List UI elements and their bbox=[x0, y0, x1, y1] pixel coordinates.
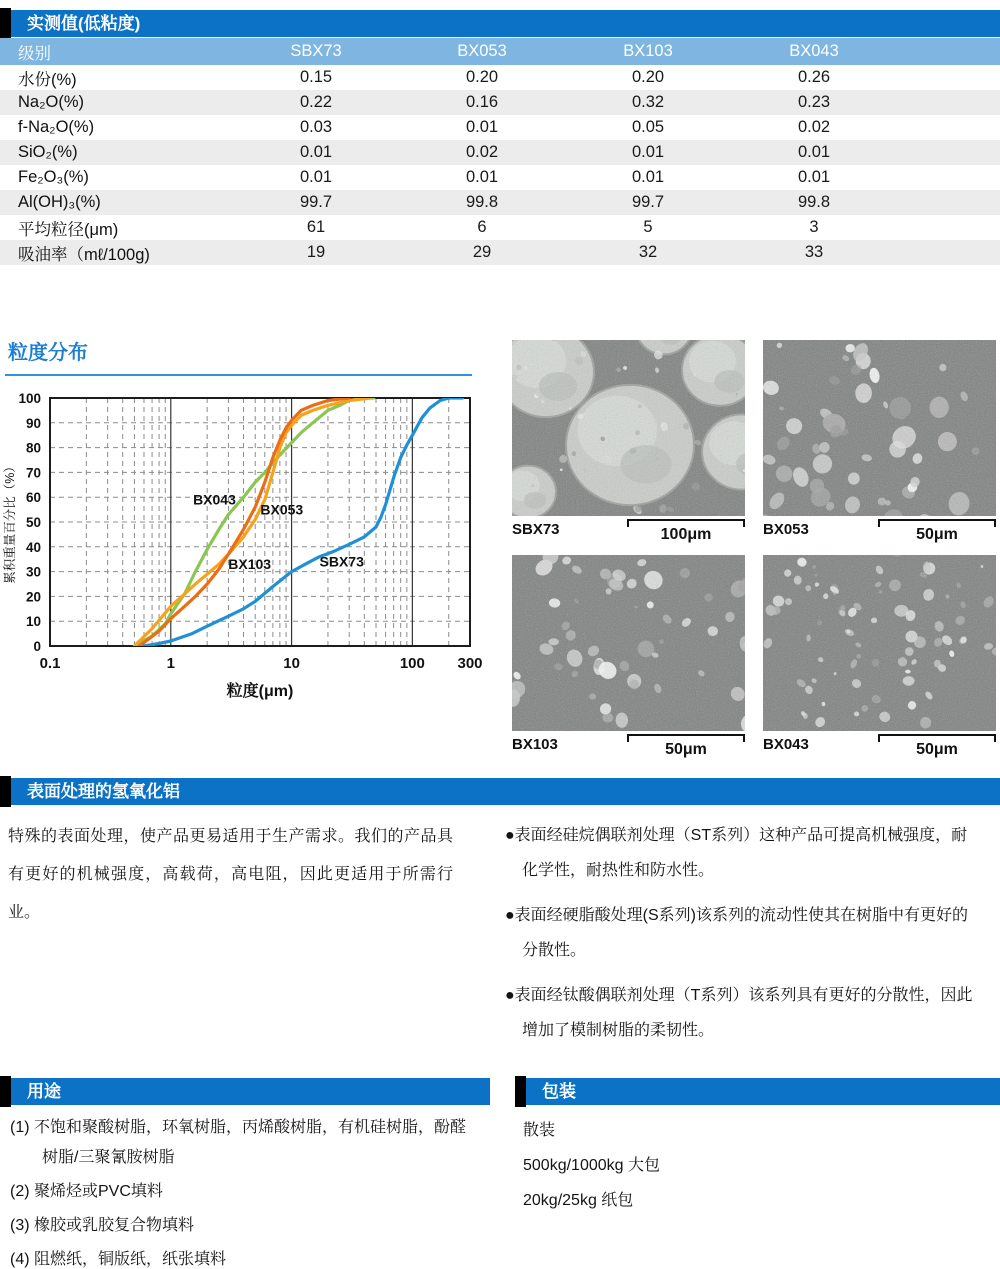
sem-image-bx043 bbox=[763, 555, 996, 731]
cell-value: 99.7 bbox=[631, 193, 665, 211]
cell-value: 0.01 bbox=[797, 143, 831, 161]
cell-value: 0.01 bbox=[465, 118, 499, 136]
scale-text: 50μm bbox=[665, 741, 707, 758]
scale-bar bbox=[878, 519, 996, 527]
row-label: 吸油率（mℓ/100g) bbox=[18, 245, 150, 264]
scale-bar bbox=[627, 519, 745, 527]
cell-value: 0.02 bbox=[797, 118, 831, 136]
applications-title: 用途 bbox=[27, 1082, 61, 1101]
surface-bullet: ●表面经硬脂酸处理(S系列)该系列的流动性使其在树脂中有更好的分散性。 bbox=[505, 907, 968, 959]
cell-value: 0.01 bbox=[631, 168, 665, 186]
header-accent bbox=[0, 776, 11, 807]
sem-image-sbx73 bbox=[512, 340, 745, 516]
list-item: (4) 阻燃纸，铜版纸，纸张填料 bbox=[10, 1251, 227, 1268]
svg-text:40: 40 bbox=[25, 539, 41, 555]
sem-image-bx053 bbox=[763, 340, 996, 516]
svg-text:累积重量百分比（%）: 累积重量百分比（%） bbox=[3, 460, 17, 584]
chart-section-title bbox=[5, 336, 472, 376]
cell-value: 0.01 bbox=[299, 143, 333, 161]
svg-text:20: 20 bbox=[25, 589, 41, 605]
svg-text:70: 70 bbox=[25, 465, 41, 481]
table-row bbox=[0, 65, 1000, 90]
cell-value: 0.16 bbox=[465, 93, 499, 111]
measured-values-title: 实测值(低粘度) bbox=[27, 14, 141, 33]
scale-bar-group bbox=[627, 734, 745, 759]
column-header: BX053 bbox=[457, 42, 507, 60]
measured-values-header bbox=[0, 10, 1000, 37]
cell-value: 99.8 bbox=[797, 193, 831, 211]
cell-value: 0.15 bbox=[299, 68, 333, 86]
sem-tile-bx043 bbox=[763, 555, 996, 770]
scale-bar bbox=[627, 734, 745, 742]
cell-value: 99.7 bbox=[299, 193, 333, 211]
scale-bar-group bbox=[627, 519, 745, 544]
cell-value: 0.22 bbox=[299, 93, 333, 111]
surface-bullet: ●表面经硅烷偶联剂处理（ST系列）这种产品可提高机械强度，耐化学性，耐热性和防水性。 bbox=[505, 827, 968, 879]
table-row bbox=[0, 215, 1000, 240]
row-label: 水份(%) bbox=[18, 70, 77, 89]
svg-text:90: 90 bbox=[25, 415, 41, 431]
cell-value: 33 bbox=[804, 243, 824, 261]
measured-values-table bbox=[0, 38, 1000, 265]
sem-tile-bx103 bbox=[512, 555, 745, 770]
table-row bbox=[0, 115, 1000, 140]
surface-treatment-header bbox=[0, 778, 1000, 805]
scale-bar-group bbox=[878, 734, 996, 759]
cell-value: 61 bbox=[306, 218, 326, 236]
svg-text:100: 100 bbox=[399, 655, 425, 672]
list-item: 500kg/1000kg 大包 bbox=[523, 1157, 660, 1174]
cell-value: 0.23 bbox=[797, 93, 831, 111]
sem-label: SBX73 bbox=[512, 521, 560, 538]
svg-text:100: 100 bbox=[18, 391, 41, 406]
cell-value: 0.01 bbox=[465, 168, 499, 186]
cell-value: 0.32 bbox=[631, 93, 665, 111]
column-header: BX103 bbox=[623, 42, 673, 60]
svg-text:SBX73: SBX73 bbox=[319, 553, 364, 570]
sem-label: BX053 bbox=[763, 521, 809, 538]
header-accent bbox=[515, 1076, 526, 1107]
svg-text:BX103: BX103 bbox=[228, 556, 272, 573]
chart-title-text: 粒度分布 bbox=[8, 342, 88, 364]
cell-value: 0.20 bbox=[631, 68, 665, 86]
cell-value: 0.01 bbox=[797, 168, 831, 186]
cell-value: 0.26 bbox=[797, 68, 831, 86]
list-item: (3) 橡胶或乳胶复合物填料 bbox=[10, 1217, 195, 1234]
surface-treatment-title: 表面处理的氢氧化铝 bbox=[27, 782, 180, 801]
table-row bbox=[0, 140, 1000, 165]
svg-text:BX053: BX053 bbox=[260, 501, 304, 518]
sem-label: BX103 bbox=[512, 736, 558, 753]
sem-label: BX043 bbox=[763, 736, 809, 753]
table-header-row bbox=[0, 38, 1000, 65]
cell-value: 5 bbox=[643, 218, 653, 236]
scale-bar-group bbox=[878, 519, 996, 544]
svg-text:10: 10 bbox=[25, 614, 41, 630]
row-label: Fe₂O₃(%) bbox=[18, 168, 89, 186]
cell-value: 0.05 bbox=[631, 118, 665, 136]
table-row bbox=[0, 240, 1000, 265]
sem-tile-sbx73 bbox=[512, 340, 745, 555]
table-row bbox=[0, 190, 1000, 215]
list-item: (1) 不饱和聚酸树脂，环氧树脂，丙烯酸树脂，有机硅树脂，酚醛树脂/三聚氰胺树脂 bbox=[10, 1119, 467, 1166]
row-label: Na₂O(%) bbox=[18, 93, 84, 111]
sem-image-bx103 bbox=[512, 555, 745, 731]
scale-text: 50μm bbox=[916, 526, 958, 543]
svg-text:0.1: 0.1 bbox=[39, 655, 61, 672]
sem-tile-bx053 bbox=[763, 340, 996, 555]
svg-text:300: 300 bbox=[457, 655, 483, 672]
cell-value: 0.03 bbox=[299, 118, 333, 136]
cell-value: 0.02 bbox=[465, 143, 499, 161]
row-label: f-Na₂O(%) bbox=[18, 118, 95, 136]
packaging-title: 包装 bbox=[542, 1082, 576, 1101]
scale-text: 50μm bbox=[916, 741, 958, 758]
svg-text:粒度(μm): 粒度(μm) bbox=[226, 683, 294, 700]
cell-value: 0.01 bbox=[631, 143, 665, 161]
cell-value: 32 bbox=[638, 243, 658, 261]
cell-value: 6 bbox=[477, 218, 487, 236]
table-row bbox=[0, 165, 1000, 190]
cell-value: 19 bbox=[306, 243, 326, 261]
svg-text:BX043: BX043 bbox=[193, 491, 236, 508]
packaging-header bbox=[515, 1078, 1000, 1105]
applications-header bbox=[0, 1078, 490, 1105]
cell-value: 29 bbox=[472, 243, 492, 261]
svg-text:10: 10 bbox=[283, 655, 300, 672]
svg-text:1: 1 bbox=[166, 655, 175, 672]
packaging-list bbox=[523, 1113, 923, 1218]
column-header: 级别 bbox=[18, 44, 51, 63]
svg-text:30: 30 bbox=[25, 564, 41, 580]
applications-list bbox=[10, 1113, 480, 1269]
svg-text:80: 80 bbox=[25, 440, 41, 456]
row-label: SiO₂(%) bbox=[18, 143, 78, 161]
svg-text:60: 60 bbox=[25, 490, 41, 506]
cell-value: 0.20 bbox=[465, 68, 499, 86]
scale-text: 100μm bbox=[660, 526, 712, 543]
table-row bbox=[0, 90, 1000, 115]
list-item: (2) 聚烯烃或PVC填料 bbox=[10, 1183, 163, 1200]
surface-intro-paragraph: 特殊的表面处理，使产品更易适用于生产需求。我们的产品具有更好的机械强度，高载荷，高电阻，因此更适用于所需行业。 bbox=[8, 828, 453, 921]
svg-text:0: 0 bbox=[33, 639, 41, 654]
row-label: 平均粒径(μm) bbox=[18, 220, 119, 239]
surface-bullet-list bbox=[505, 818, 983, 1058]
header-accent bbox=[0, 8, 11, 39]
cell-value: 99.8 bbox=[465, 193, 499, 211]
header-accent bbox=[0, 1076, 11, 1107]
cell-value: 0.01 bbox=[299, 168, 333, 186]
svg-text:50: 50 bbox=[25, 515, 41, 530]
particle-size-distribution-chart bbox=[0, 376, 490, 712]
column-header: SBX73 bbox=[290, 42, 342, 60]
row-label: Al(OH)₃(%) bbox=[18, 193, 101, 211]
scale-bar bbox=[878, 734, 996, 742]
surface-bullet: ●表面经钛酸偶联剂处理（T系列）该系列具有更好的分散性，因此增加了模制树脂的柔韧性。 bbox=[505, 987, 973, 1039]
column-header: BX043 bbox=[789, 42, 839, 60]
list-item: 散装 bbox=[523, 1122, 556, 1139]
list-item: 20kg/25kg 纸包 bbox=[523, 1192, 634, 1209]
cell-value: 3 bbox=[809, 218, 819, 236]
